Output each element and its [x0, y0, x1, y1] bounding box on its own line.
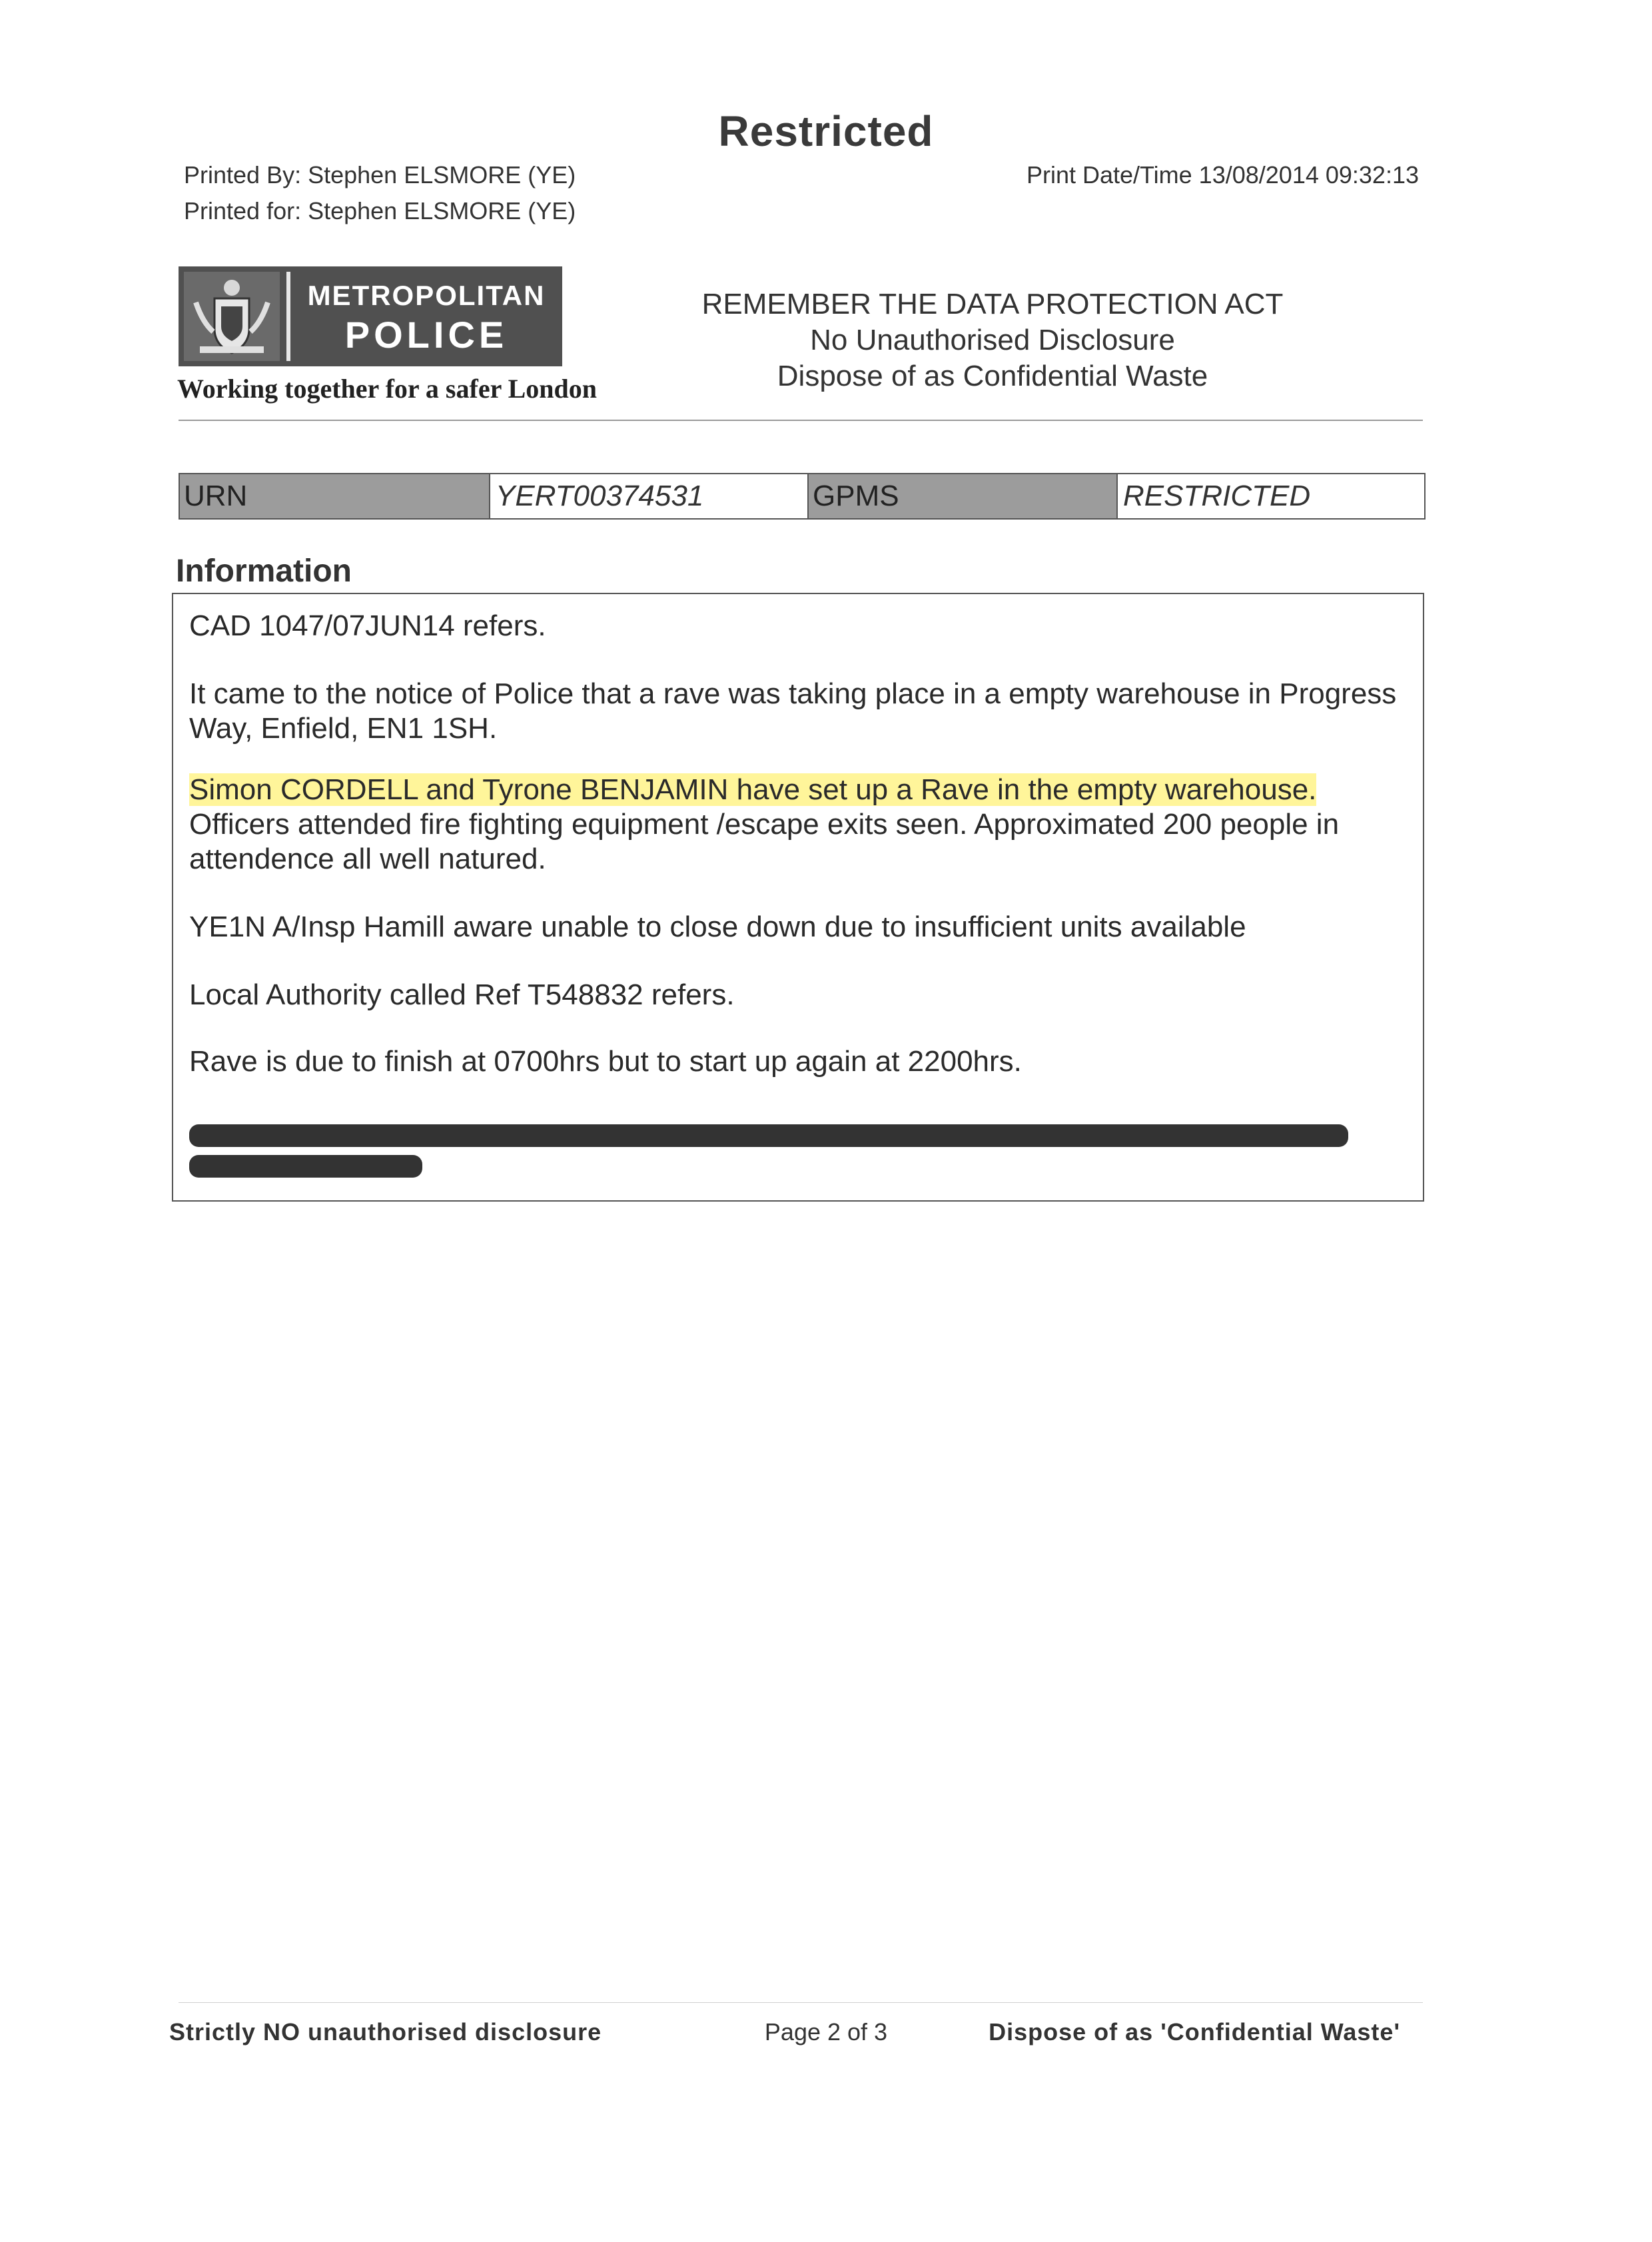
- info-paragraph-5: Local Authority called Ref T548832 refers.: [189, 978, 735, 1011]
- printed-by: Printed By: Stephen ELSMORE (YE): [184, 161, 576, 188]
- info-paragraph-2: It came to the notice of Police that a rave was taking place in a empty warehouse in Progress Way, Enfield, EN1 1SH.: [189, 677, 1397, 745]
- gpms-value: RESTRICTED: [1116, 474, 1424, 518]
- crest-icon: [184, 272, 280, 361]
- logo-tagline: Working together for a safer London: [177, 374, 598, 404]
- information-box: [172, 593, 1424, 1202]
- logo-text-metropolitan: METROPOLITAN: [307, 280, 546, 311]
- info-paragraph-3-rest: Officers attended fire fighting equipment /escape exits seen. Approximated 200 people in attendence all well natured.: [189, 808, 1340, 875]
- footer-dispose: Dispose of as 'Confidential Waste': [989, 2018, 1400, 2046]
- gpms-label: GPMS: [807, 474, 1116, 518]
- redaction-bar: [189, 1124, 1348, 1147]
- notice-line-2: No Unauthorised Disclosure: [810, 324, 1175, 356]
- urn-value: YERT00374531: [489, 474, 807, 518]
- document-title: Restricted: [718, 107, 934, 155]
- print-datetime: Print Date/Time 13/08/2014 09:32:13: [1026, 161, 1419, 188]
- redaction-bar: [189, 1155, 422, 1178]
- info-paragraph-4: YE1N A/Insp Hamill aware unable to close down due to insufficient units available: [189, 911, 1246, 943]
- information-heading: Information: [176, 554, 352, 589]
- info-paragraph-6: Rave is due to finish at 0700hrs but to start up again at 2200hrs.: [189, 1045, 1022, 1078]
- logo-divider: [286, 272, 290, 361]
- data-protection-notice: [639, 286, 1346, 394]
- header-divider: [179, 420, 1423, 421]
- reference-row: [179, 473, 1426, 520]
- notice-line-1: REMEMBER THE DATA PROTECTION ACT: [701, 288, 1284, 320]
- highlighted-text: Simon CORDELL and Tyrone BENJAMIN have set up a Rave in the empty warehouse.: [189, 773, 1317, 806]
- footer-divider: [179, 2002, 1423, 2003]
- logo-text-police: POLICE: [344, 314, 508, 356]
- printed-for: Printed for: Stephen ELSMORE (YE): [184, 197, 576, 224]
- info-paragraph-1: CAD 1047/07JUN14 refers.: [189, 609, 546, 642]
- page-number: Page 2 of 3: [764, 2018, 888, 2046]
- footer-disclosure: Strictly NO unauthorised disclosure: [169, 2018, 602, 2046]
- urn-label: URN: [180, 474, 489, 518]
- info-paragraph-3: [189, 773, 1408, 877]
- notice-line-3: Dispose of as Confidential Waste: [777, 360, 1208, 392]
